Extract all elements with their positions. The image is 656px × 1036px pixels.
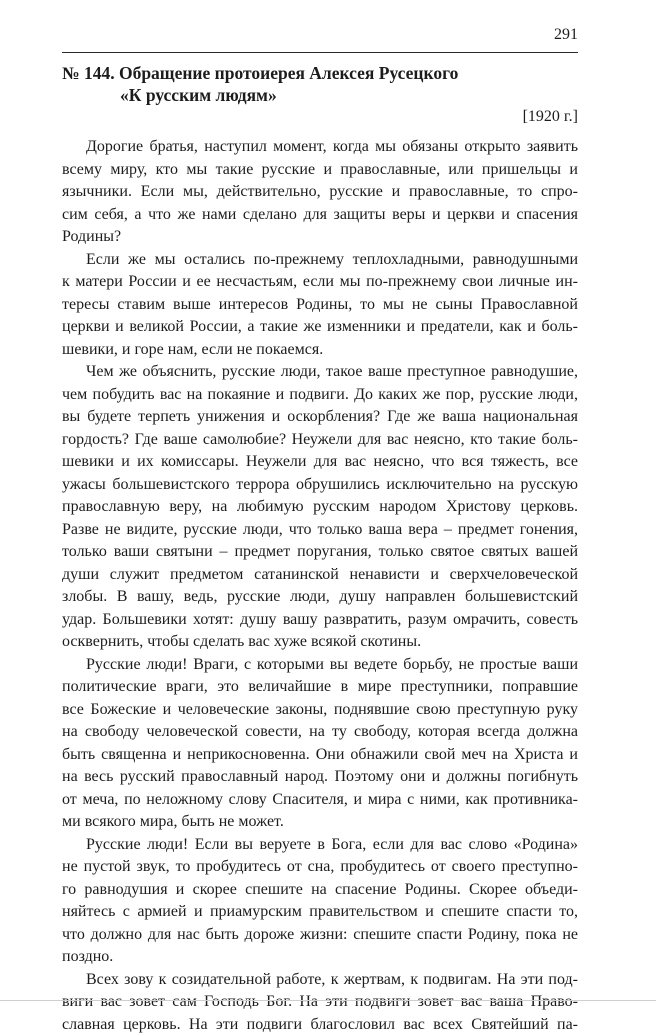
text-line: православную веру, на любимую русским народом Христову церковь. [62, 496, 578, 519]
text-line: ми всякого мира, быть не может. [62, 811, 578, 834]
text-line: Родины? [62, 226, 578, 249]
text-line: вы будете терпеть унижения и оскорбления? Где же ваша национальная [62, 406, 578, 429]
document-title [62, 62, 582, 106]
text-line: что должно для нас быть дороже жизни: спешите спасти Родину, пока не [62, 924, 578, 947]
text-line: славная церковь. На эти подвиги благословил вас всех Святейший па- [62, 1014, 578, 1036]
text-line: быть священна и неприкосновенна. Они обнажили свой меч на Христа и [62, 744, 578, 767]
title-line-2: «К русским людям» [62, 84, 582, 106]
text-line: виги вас зовет сам Господь Бог. На эти подвиги зовет вас ваша Право- [62, 991, 578, 1014]
text-line: няйтесь с армией и приамурским правительством и спешите спасти то, [62, 901, 578, 924]
text-line: тересы ставим выше интересов Родины, то мы не сыны Православной [62, 294, 578, 317]
paragraph [62, 654, 578, 834]
text-line: Чем же объяснить, русские люди, такое ваше преступное равнодушие, [62, 361, 578, 384]
paragraph [62, 249, 578, 362]
text-line: Русские люди! Если вы веруете в Бога, если для вас слово «Родина» [62, 834, 578, 857]
text-line: политические враги, это величайшие в мире преступники, поправшие [62, 676, 578, 699]
text-line: всему миру, кто мы такие русские и православные, или пришельцы и [62, 159, 578, 182]
text-line: злобы. В вашу, ведь, русские люди, душу направлен большевистский [62, 586, 578, 609]
text-line: Разве не видите, русские люди, что только ваша вера – предмет гонения, [62, 519, 578, 542]
paragraph [62, 361, 578, 654]
text-line: Дорогие братья, наступил момент, когда мы обязаны открыто заявить [62, 136, 578, 159]
paragraph [62, 834, 578, 969]
document-date: [1920 г.] [523, 108, 578, 126]
text-line: на свободу человеческой совести, на ту свободу, которая всегда должна [62, 721, 578, 744]
text-line: шевики и их комиссары. Неужели для вас неясно, что вся тяжесть, все [62, 451, 578, 474]
text-line: церкви и великой России, а такие же изменники и предатели, как и боль- [62, 316, 578, 339]
text-line: ужасы большевистского террора обрушились исключительно на русскую [62, 474, 578, 497]
text-line: к матери России и ее несчастьям, если мы по-прежнему свои личные ин- [62, 271, 578, 294]
text-line: шевики, и горе нам, если не покаемся. [62, 339, 578, 362]
text-line: Всех зову к созидательной работе, к жертвам, к подвигам. На эти под- [62, 969, 578, 992]
text-line: души служит предметом сатанинской ненависти и сверхчеловеческой [62, 564, 578, 587]
text-line: поздно. [62, 946, 578, 969]
text-line: сим себя, а что же нами сделано для защиты веры и церкви и спасения [62, 204, 578, 227]
text-line: не пустой звук, то пробудитесь от сна, пробудитесь от своего преступно- [62, 856, 578, 879]
text-line: язычники. Если мы, действительно, русские и православные, то спро- [62, 181, 578, 204]
text-line: чем побудить вас на покаяние и подвиги. До каких же пор, русские люди, [62, 384, 578, 407]
title-line-1: № 144. Обращение протоиерея Алексея Русецкого [62, 62, 582, 84]
bottom-rule [0, 1000, 656, 1001]
paragraph [62, 136, 578, 249]
text-line: Русские люди! Враги, с которыми вы ведете борьбу, не простые ваши [62, 654, 578, 677]
text-line: Если же мы остались по-прежнему теплохладными, равнодушными [62, 249, 578, 272]
page-number: 291 [554, 26, 578, 44]
text-line: удар. Большевики хотят: душу вашу развратить, разум омрачить, совесть [62, 609, 578, 632]
text-line: на весь русский православный народ. Поэтому они и должны погибнуть [62, 766, 578, 789]
header-rule [62, 52, 578, 53]
text-line: го равнодушия и скорее спешите на спасение Родины. Скорее объеди- [62, 879, 578, 902]
text-line: осквернить, чтобы сделать вас хуже всякой скотины. [62, 631, 578, 654]
paragraph [62, 969, 578, 1036]
text-line: от меча, по неложному слову Спасителя, и мира с ними, как противника- [62, 789, 578, 812]
body-text [62, 136, 578, 1036]
text-line: все Божеские и человеческие законы, поднявшие свою преступную руку [62, 699, 578, 722]
text-line: только ваши святыни – предмет поругания, только святое святых вашей [62, 541, 578, 564]
text-line: гордость? Где ваше самолюбие? Неужели для вас неясно, кто такие боль- [62, 429, 578, 452]
